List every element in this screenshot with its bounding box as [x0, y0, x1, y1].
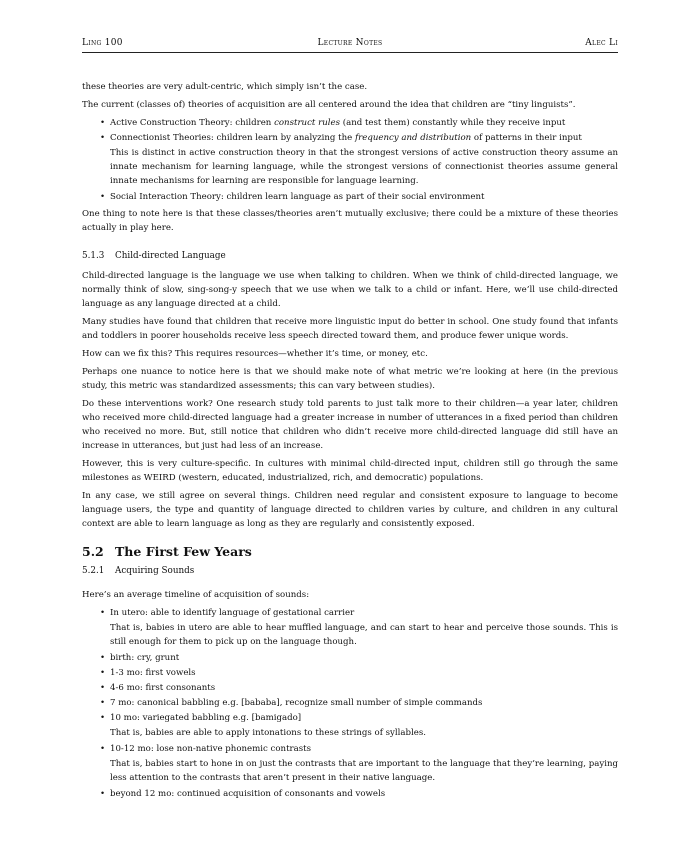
- list-item: • 7 mo: canonical babbling e.g. [bababa], recognize small number of simple commands: [82, 696, 618, 710]
- header-course: Ling 100: [82, 38, 123, 48]
- list-item: • In utero: able to identify language of gestational carrier That is, babies in utero are able to hear muffled language, and can start to hear and perceive those sounds. This is still enough for them to pick up on the language though.: [82, 606, 618, 649]
- paragraph: One thing to note here is that these classes/theories aren’t mutually exclusive; there could be a mixture of these theories actually in play here.: [82, 209, 618, 233]
- subsection-number: 5.2.1: [82, 566, 105, 576]
- section-title: The First Few Years: [115, 544, 252, 559]
- list-item-note: That is, babies start to hone in on just the contrasts that are important to the language that they’re learning, paying less attention to the contrasts that aren’t present in their native language.: [110, 759, 618, 783]
- list-item: • 10-12 mo: lose non-native phonemic contrasts That is, babies start to hone in on just the contrasts that are important to the language that they’re learning, paying less attention to the contrasts that aren’t present in their native language.: [82, 742, 618, 785]
- list-item-note: This is distinct in active construction theory in that the strongest versions of active construction theory assume an innate mechanism for learning language, while the strongest versions of connectionist theories assume general innate mechanisms for learning are responsible for language learning.: [110, 148, 618, 186]
- list-item: • Social Interaction Theory: children learn language as part of their social environment: [82, 190, 618, 204]
- sounds-timeline-list: [82, 606, 618, 801]
- list-item-note: That is, babies in utero are able to hear muffled language, and can start to hear and perceive those sounds. This is still enough for them to pick up on the language though.: [110, 623, 618, 647]
- paragraph: Do these interventions work? One research study told parents to just talk more to their children—a year later, children who received more child-directed language had a greater increase in number of utterances in a fixed period than children who received no more. But, still notice that children who didn’t receive more child-directed language did still have an increase in utterances, but just had less of an increase.: [82, 399, 618, 451]
- list-item: • beyond 12 mo: continued acquisition of consonants and vowels: [82, 787, 618, 801]
- section-heading: [82, 545, 618, 559]
- list-item: • birth: cry, grunt: [82, 651, 618, 665]
- paragraph: Many studies have found that children that receive more linguistic input do better in school. One study found that infants and toddlers in poorer households receive less speech directed toward them, and produce fewer unique words.: [82, 317, 618, 341]
- list-item: • 1-3 mo: first vowels: [82, 666, 618, 680]
- list-item: • 10 mo: variegated babbling e.g. [bamigado] That is, babies are able to apply intonations to these strings of syllables.: [82, 711, 618, 740]
- paragraph: How can we fix this? This requires resources—whether it’s time, or money, etc.: [82, 349, 428, 359]
- subsection-heading: [82, 564, 618, 578]
- subsection-title: Child-directed Language: [115, 251, 226, 261]
- section-number: 5.2: [82, 544, 104, 559]
- paragraph: these theories are very adult-centric, which simply isn’t the case.: [82, 82, 368, 92]
- header-author: Alec Li: [585, 38, 618, 48]
- subsection-title: Acquiring Sounds: [115, 566, 195, 576]
- header-title: Lecture Notes: [317, 38, 383, 48]
- subsection-heading: [82, 249, 618, 263]
- list-item: • Active Construction Theory: children construct rules (and test them) constantly while they receive input: [82, 116, 618, 130]
- header-rule: [82, 52, 618, 53]
- list-item-note: That is, babies are able to apply intonations to these strings of syllables.: [110, 728, 426, 738]
- paragraph: Here’s an average timeline of acquisition of sounds:: [82, 590, 310, 600]
- list-item: • Connectionist Theories: children learn by analyzing the frequency and distribution of patterns in their input This is distinct in active construction theory in that the strongest versions of active construction theory assume an innate mechanism for learning language, while the strongest versions of connectionist theories assume general innate mechanisms for learning are responsible for language learning.: [82, 131, 618, 188]
- paragraph: Perhaps one nuance to notice here is that we should make note of what metric we’re looking at here (in the previous study, this metric was standardized assessments; this can vary between studies).: [82, 367, 618, 391]
- theories-list: [82, 116, 618, 204]
- subsection-number: 5.1.3: [82, 251, 105, 261]
- paragraph: Child-directed language is the language we use when talking to children. When we think of child-directed language, we normally think of slow, sing-song-y speech that we use when we talk to a child or infant. Here, we’ll use child-directed language as any language directed at a child.: [82, 271, 618, 309]
- main-content: [82, 80, 618, 804]
- paragraph: In any case, we still agree on several things. Children need regular and consistent exposure to language to become language users, the type and quantity of language directed to children varies by culture, and children in any cultural context are able to learn language as long as they are regularly and consistently exposed.: [82, 491, 618, 529]
- paragraph: The current (classes of) theories of acquisition are all centered around the idea that children are “tiny linguists”.: [82, 100, 576, 110]
- paragraph: However, this is very culture-specific. In cultures with minimal child-directed input, children still go through the same milestones as WEIRD (western, educated, industrialized, rich, and democratic) populations.: [82, 459, 618, 483]
- list-item: • 4-6 mo: first consonants: [82, 681, 618, 695]
